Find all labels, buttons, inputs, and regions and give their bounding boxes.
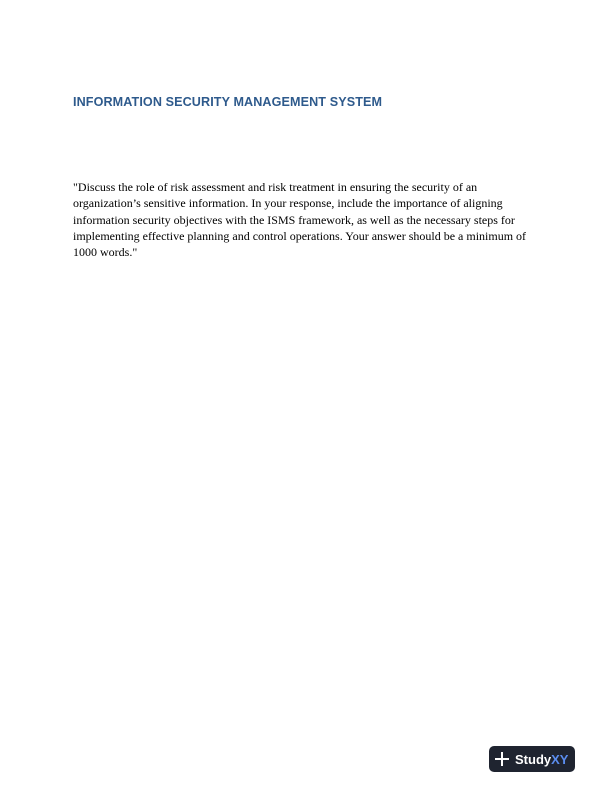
- essay-prompt: "Discuss the role of risk assessment and risk treatment in ensuring the security of an organization’s sensitive information. In your response, include the importance of aligning information security objectives with the ISMS framework, as well as the necessary steps for implementing effective planning and control operations. Your answer should be a minimum of 1000 words.": [73, 180, 527, 260]
- document-title: INFORMATION SECURITY MANAGEMENT SYSTEM: [73, 95, 383, 109]
- brand-name-study: Study: [515, 751, 552, 767]
- brand-name: [515, 752, 568, 767]
- brand-name-xy: XY: [551, 751, 569, 767]
- studyxy-watermark-badge: [489, 746, 575, 772]
- plus-icon: [495, 752, 509, 766]
